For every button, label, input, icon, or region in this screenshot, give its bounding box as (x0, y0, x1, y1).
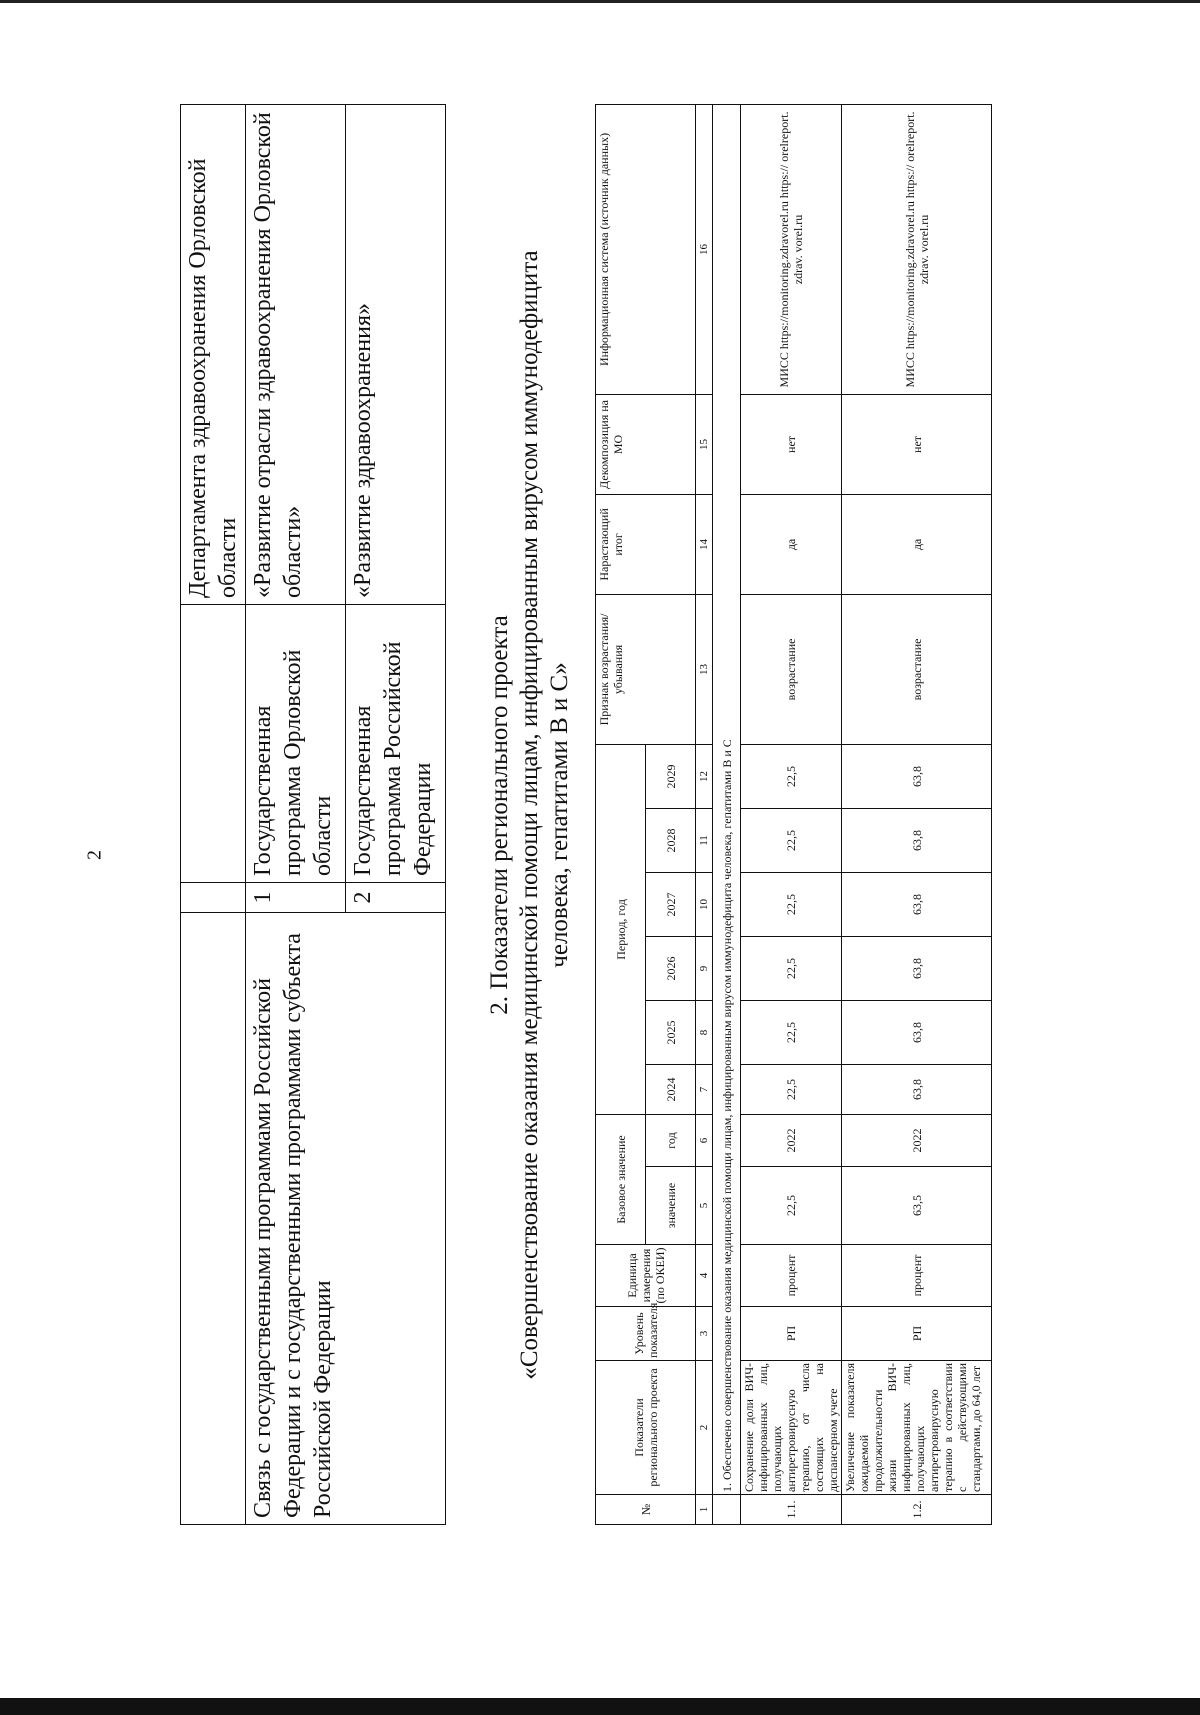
section-title (485, 105, 575, 1525)
program-links-table (180, 104, 446, 1525)
indicators-table (595, 104, 992, 1525)
row-value-2029: 22,5 (741, 744, 842, 808)
header-year: 2024 (646, 1064, 696, 1114)
row-value-2029: 63,8 (842, 744, 992, 808)
row-decomposition: нет (741, 394, 842, 494)
column-number: 8 (696, 1000, 713, 1064)
section-subtitle-line2: человека, гепатитами В и С» (546, 662, 573, 968)
header-base-value: значение (646, 1167, 696, 1245)
column-number: 7 (696, 1064, 713, 1114)
rotated-page-content (180, 105, 1130, 1525)
program-value: «Развитие здравоохранения» (346, 105, 446, 605)
program-value: «Развитие отрасли здравоохранения Орловской области» (246, 105, 346, 605)
row-value-2024: 63,8 (842, 1064, 992, 1114)
row-cumulative: да (842, 494, 992, 594)
header-indicator: Показатели регионального проекта (596, 1361, 696, 1495)
header-base: Базовое значение (596, 1114, 646, 1244)
section-subtitle-line1: «Совершенствование оказания медицинской помощи лицам, инфицированным вирусом иммунодефицита (516, 250, 543, 1380)
header-unit: Единица измерения (по ОКЕИ) (596, 1245, 696, 1307)
header-year: 2025 (646, 1000, 696, 1064)
row-value-2025: 22,5 (741, 1000, 842, 1064)
department-cell: Департамента здравоохранения Орловской области (181, 105, 246, 605)
table-row (842, 104, 992, 1524)
column-number: 16 (696, 104, 713, 394)
header-cumulative: Нарастающий итог (596, 494, 696, 594)
row-cumulative: да (741, 494, 842, 594)
header-num: № (596, 1495, 696, 1525)
header-decomposition: Декомпозиция на МО (596, 394, 696, 494)
column-number: 13 (696, 594, 713, 744)
column-number: 9 (696, 936, 713, 1000)
row-info-system: МИСС https://monitoring.zdravorel.ru https:// orelreport. zdrav. vorel.ru (741, 104, 842, 394)
row-level: РП (741, 1307, 842, 1361)
row-info-system: МИСС https://monitoring.zdravorel.ru https:// orelreport. zdrav. vorel.ru (842, 104, 992, 394)
column-number: 15 (696, 394, 713, 494)
header-year: 2029 (646, 744, 696, 808)
row-indicator: Сохранение доли ВИЧ-инфицированных лиц, получающих антиретровирусную терапию, от числа состоящих на диспансерном учете (741, 1361, 842, 1495)
row-decomposition: нет (842, 394, 992, 494)
row-value-2026: 63,8 (842, 936, 992, 1000)
page-number: 2 (83, 850, 106, 860)
row-value-2026: 22,5 (741, 936, 842, 1000)
bottom-scan-edge (0, 1698, 1200, 1715)
column-number: 6 (696, 1114, 713, 1166)
row-num: 1.2. (842, 1495, 992, 1525)
header-base-year: год (646, 1114, 696, 1166)
section-heading: 2. Показатели регионального проекта (486, 615, 513, 1015)
section-row-spacer (713, 1495, 741, 1525)
row-indicator: Увеличение показателя ожидаемой продолжительности жизни ВИЧ-инфицированных лиц, получающих антиретровирусную терапию в соответствии с действующими стандартами, до 64,0 лет (842, 1361, 992, 1495)
top-border-line (0, 0, 1200, 3)
row-unit: процент (842, 1245, 992, 1307)
program-row-number: 2 (346, 883, 446, 913)
column-number: 14 (696, 494, 713, 594)
column-number: 5 (696, 1167, 713, 1245)
header-info-system: Информационная система (источник данных) (596, 104, 696, 394)
column-number: 1 (696, 1495, 713, 1525)
row-base-value: 63,5 (842, 1167, 992, 1245)
column-numbers-row (696, 104, 713, 1524)
column-number: 10 (696, 872, 713, 936)
program-name: Государственная программа Российской Федерации (346, 605, 446, 883)
row-base-year: 2022 (741, 1114, 842, 1166)
row-value-2025: 63,8 (842, 1000, 992, 1064)
header-year: 2027 (646, 872, 696, 936)
row-value-2027: 22,5 (741, 872, 842, 936)
row-num: 1.1. (741, 1495, 842, 1525)
table-row (741, 104, 842, 1524)
row-value-2024: 22,5 (741, 1064, 842, 1114)
header-year: 2026 (646, 936, 696, 1000)
info-table-empty-cell (181, 605, 246, 883)
info-table-empty-cell (181, 883, 246, 913)
program-name: Государственная программа Орловской области (246, 605, 346, 883)
info-table-empty-cell (181, 913, 246, 1525)
section-row: 1. Обеспечено совершенствование оказания медицинской помощи лицам, инфицированным вирусом иммунодефицита человека, гепатитами В и С (713, 104, 741, 1494)
row-value-2028: 63,8 (842, 808, 992, 872)
column-number: 3 (696, 1307, 713, 1361)
row-base-year: 2022 (842, 1114, 992, 1166)
row-value-2027: 63,8 (842, 872, 992, 936)
row-value-2028: 22,5 (741, 808, 842, 872)
row-level: РП (842, 1307, 992, 1361)
program-links-label: Связь с государственными программами Российской Федерации и с государственными программами субъекта Российской Федерации (246, 913, 446, 1525)
header-period: Период, год (596, 744, 646, 1114)
row-trend: возрастание (842, 594, 992, 744)
column-number: 4 (696, 1245, 713, 1307)
row-unit: процент (741, 1245, 842, 1307)
column-number: 11 (696, 808, 713, 872)
column-number: 2 (696, 1361, 713, 1495)
row-base-value: 22,5 (741, 1167, 842, 1245)
row-trend: возрастание (741, 594, 842, 744)
header-year: 2028 (646, 808, 696, 872)
program-row-number: 1 (246, 883, 346, 913)
header-level: Уровень показателя (596, 1307, 696, 1361)
column-number: 12 (696, 744, 713, 808)
header-trend: Признак возрастания/убывания (596, 594, 696, 744)
